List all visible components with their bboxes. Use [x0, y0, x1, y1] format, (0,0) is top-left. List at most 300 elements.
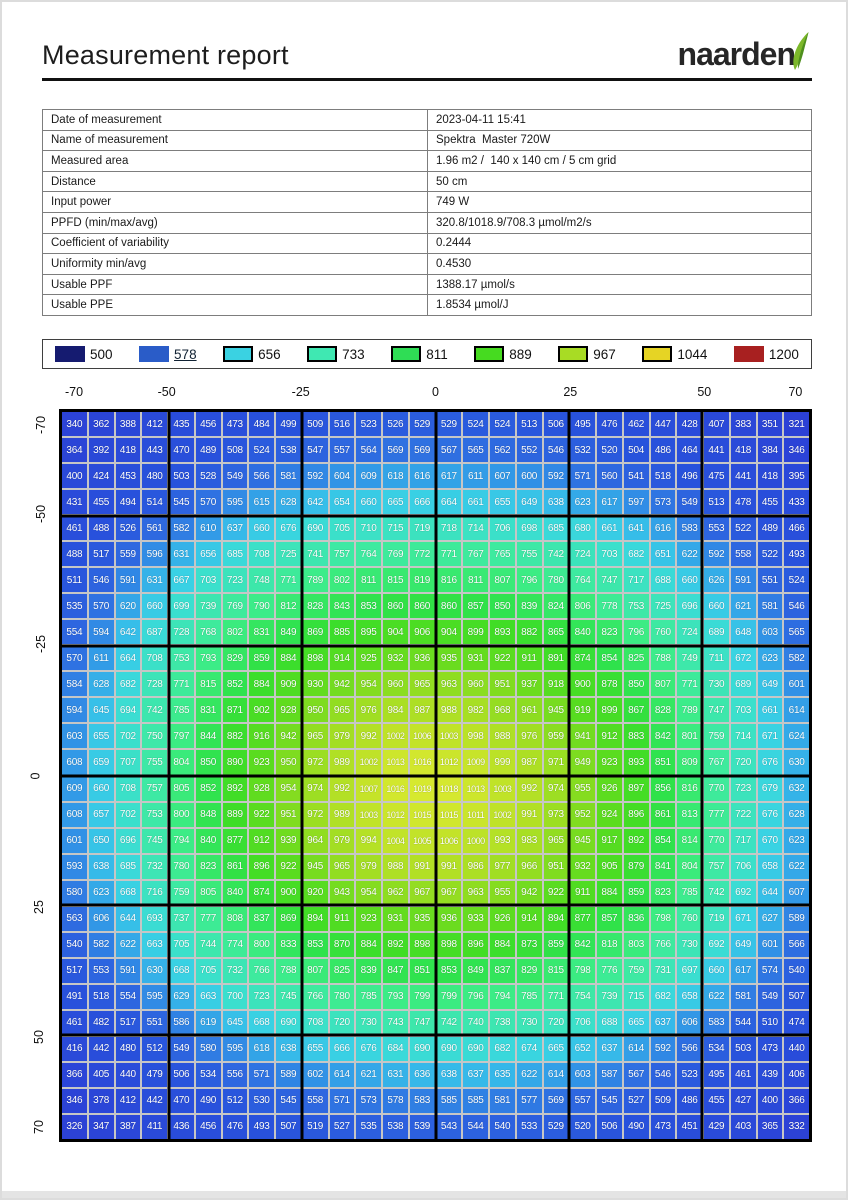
heatmap-cell: 703	[196, 568, 221, 592]
heatmap-cell: 722	[731, 803, 756, 827]
heatmap-cell: 796	[517, 568, 542, 592]
heatmap-cell: 553	[89, 959, 114, 983]
heatmap-cell: 689	[704, 620, 729, 644]
heatmap-cell: 622	[517, 1063, 542, 1087]
heatmap-cell: 741	[303, 542, 328, 566]
heatmap-cell: 703	[597, 542, 622, 566]
heatmap-cell: 513	[517, 412, 542, 436]
heatmap-cell: 926	[490, 907, 515, 931]
heatmap-cell: 731	[651, 959, 676, 983]
heatmap-cell: 631	[142, 568, 167, 592]
heatmap-cell: 916	[249, 724, 274, 748]
heatmap-cell: 719	[410, 516, 435, 540]
heatmap-cell: 896	[463, 933, 488, 957]
heatmap-cell: 617	[597, 490, 622, 514]
heatmap-cell: 668	[116, 881, 141, 905]
heatmap-cell: 593	[62, 855, 87, 879]
heatmap-cell: 623	[570, 490, 595, 514]
heatmap-cell: 614	[784, 698, 809, 722]
heatmap-cell: 861	[651, 803, 676, 827]
heatmap-cell: 760	[677, 907, 702, 931]
heatmap-cell: 685	[116, 855, 141, 879]
heatmap-cell: 811	[463, 568, 488, 592]
heatmap-cell: 732	[142, 855, 167, 879]
heatmap-cell: 777	[196, 907, 221, 931]
heatmap-cell: 522	[758, 542, 783, 566]
heatmap-cell: 490	[196, 1089, 221, 1113]
heatmap-cell: 747	[704, 698, 729, 722]
heatmap-cell: 705	[330, 516, 355, 540]
heatmap-cell: 541	[624, 464, 649, 488]
heatmap-cell: 1015	[410, 803, 435, 827]
table-row	[43, 192, 812, 213]
heatmap-cell: 456	[196, 1115, 221, 1139]
heatmap-cell: 743	[383, 1011, 408, 1035]
table-row	[43, 130, 812, 151]
heatmap-cell: 512	[223, 1089, 248, 1113]
legend-value: 1200	[768, 346, 799, 362]
heatmap-cell: 760	[651, 620, 676, 644]
heatmap-cell: 529	[410, 412, 435, 436]
heatmap-cell: 896	[249, 855, 274, 879]
heatmap-cell: 682	[116, 672, 141, 696]
legend-item	[474, 346, 532, 362]
heatmap-cell: 661	[597, 516, 622, 540]
heatmap-cell: 796	[463, 985, 488, 1009]
heatmap-cell: 395	[784, 464, 809, 488]
heatmap-cell: 788	[276, 959, 301, 983]
heatmap-cell: 549	[223, 464, 248, 488]
heatmap-cell: 616	[410, 464, 435, 488]
heatmap-cell: 744	[196, 933, 221, 957]
heatmap-cell: 567	[624, 1063, 649, 1087]
heatmap-cell: 998	[463, 724, 488, 748]
heatmap-cell: 340	[62, 412, 87, 436]
heatmap-cell: 823	[597, 620, 622, 644]
heatmap-cell: 493	[249, 1115, 274, 1139]
heatmap-cell: 831	[249, 620, 274, 644]
heatmap-cell: 589	[276, 1063, 301, 1087]
heatmap-cell: 749	[677, 646, 702, 670]
heatmap-cell: 922	[249, 803, 274, 827]
heatmap-cell: 943	[330, 881, 355, 905]
heatmap-cell: 663	[196, 985, 221, 1009]
heatmap-cell: 904	[383, 620, 408, 644]
heatmap-cell: 867	[624, 698, 649, 722]
heatmap-cell: 476	[597, 412, 622, 436]
heatmap-cell: 514	[142, 490, 167, 514]
heatmap-cell: 534	[196, 1063, 221, 1087]
heatmap-cell: 894	[544, 907, 569, 931]
heatmap-cell: 577	[517, 1089, 542, 1113]
heatmap-cell: 503	[731, 1037, 756, 1061]
heatmap-cell: 740	[463, 1011, 488, 1035]
heatmap-cell: 724	[570, 542, 595, 566]
heatmap-cell: 764	[570, 568, 595, 592]
heatmap-cell: 873	[517, 933, 542, 957]
legend-value: 811	[426, 346, 448, 362]
heatmap-cell: 601	[784, 672, 809, 696]
heatmap-cell: 549	[758, 985, 783, 1009]
heatmap-cell: 965	[410, 672, 435, 696]
heatmap-cell: 632	[784, 777, 809, 801]
heatmap-cell: 703	[731, 698, 756, 722]
heatmap-cell: 433	[784, 490, 809, 514]
heatmap-cell: 543	[437, 1115, 462, 1139]
heatmap-cell: 720	[330, 1011, 355, 1035]
heatmap-cell: 931	[463, 646, 488, 670]
heatmap-cell: 945	[544, 698, 569, 722]
heatmap-cell: 676	[276, 516, 301, 540]
heatmap-cell: 1006	[410, 724, 435, 748]
heatmap-cell: 992	[517, 777, 542, 801]
heatmap-cell: 861	[223, 855, 248, 879]
heatmap-cell: 560	[597, 464, 622, 488]
table-value: 0.4530	[428, 254, 812, 275]
heatmap-cell: 809	[677, 750, 702, 774]
y-axis-tick: 0	[28, 772, 43, 779]
heatmap-cell: 596	[142, 542, 167, 566]
heatmap-cell: 592	[704, 542, 729, 566]
heatmap-cell: 914	[330, 646, 355, 670]
legend-value: 967	[593, 346, 616, 362]
heatmap-cell: 366	[62, 1063, 87, 1087]
heatmap-cell: 507	[276, 1115, 301, 1139]
heatmap-cell: 595	[223, 490, 248, 514]
heatmap-cell: 351	[758, 412, 783, 436]
heatmap-cell: 533	[517, 1115, 542, 1139]
heatmap-cell: 892	[223, 777, 248, 801]
heatmap-cell: 591	[116, 959, 141, 983]
heatmap-cell: 617	[437, 464, 462, 488]
heatmap-cell: 699	[169, 594, 194, 618]
heatmap-cell: 384	[758, 438, 783, 462]
y-axis-tick: 25	[31, 899, 46, 914]
legend-value: 656	[258, 346, 281, 362]
heatmap-cell: 621	[356, 1063, 381, 1087]
heatmap-cell: 570	[196, 490, 221, 514]
heatmap-cell: 559	[116, 542, 141, 566]
heatmap-cell: 912	[597, 724, 622, 748]
heatmap-cell: 941	[570, 724, 595, 748]
heatmap-cell: 869	[276, 907, 301, 931]
heatmap-cell: 524	[463, 412, 488, 436]
heatmap-cell: 636	[410, 1063, 435, 1087]
y-axis-tick: -25	[34, 635, 49, 654]
table-label: PPFD (min/max/avg)	[43, 212, 428, 233]
heatmap-cell: 563	[62, 907, 87, 931]
heatmap-cell: 440	[784, 1037, 809, 1061]
heatmap-cell: 770	[704, 829, 729, 853]
heatmap-cell: 523	[677, 1063, 702, 1087]
heatmap-cell: 816	[677, 777, 702, 801]
heatmap-cell: 569	[410, 438, 435, 462]
heatmap-cell: 321	[784, 412, 809, 436]
legend-item	[223, 346, 281, 362]
heatmap-cell: 455	[758, 490, 783, 514]
heatmap-cell: 510	[758, 1011, 783, 1035]
heatmap-cell: 462	[624, 412, 649, 436]
table-value: 50 cm	[428, 171, 812, 192]
heatmap-cell: 837	[249, 907, 274, 931]
heatmap-cell: 664	[437, 490, 462, 514]
heatmap-cell: 968	[490, 698, 515, 722]
heatmap-cell: 644	[116, 907, 141, 931]
heatmap-cell: 540	[784, 959, 809, 983]
heatmap-cell: 546	[784, 594, 809, 618]
heatmap-cell: 825	[624, 646, 649, 670]
heatmap-section-vline	[701, 412, 704, 1139]
heatmap-section-hline	[62, 1034, 809, 1037]
heatmap-cell: 581	[731, 985, 756, 1009]
heatmap-cell: 955	[490, 881, 515, 905]
heatmap-cell: 664	[116, 646, 141, 670]
heatmap-cell: 939	[276, 829, 301, 853]
heatmap-cell: 637	[651, 1011, 676, 1035]
heatmap-cell: 546	[651, 1063, 676, 1087]
heatmap-cell: 924	[597, 803, 622, 827]
heatmap-cell: 569	[544, 1089, 569, 1113]
heatmap-cell: 912	[249, 829, 274, 853]
heatmap-cell: 442	[142, 1089, 167, 1113]
heatmap-cell: 611	[463, 464, 488, 488]
heatmap-cell: 955	[570, 777, 595, 801]
heatmap-cell: 717	[624, 568, 649, 592]
heatmap-cell: 766	[249, 959, 274, 983]
heatmap-cell: 800	[169, 803, 194, 827]
heatmap-cell: 614	[330, 1063, 355, 1087]
heatmap-cell: 900	[276, 881, 301, 905]
x-axis-tick: -50	[157, 385, 176, 399]
heatmap-cell: 954	[276, 777, 301, 801]
heatmap-cell: 851	[651, 750, 676, 774]
heatmap-cell: 849	[463, 959, 488, 983]
heatmap-cell: 631	[169, 542, 194, 566]
heatmap-cell: 950	[303, 698, 328, 722]
ppfd-legend	[42, 339, 812, 369]
heatmap-cell: 742	[704, 881, 729, 905]
heatmap-cell: 724	[677, 620, 702, 644]
heatmap-cell: 574	[758, 959, 783, 983]
heatmap-cell: 771	[169, 672, 194, 696]
heatmap-cell: 853	[303, 933, 328, 957]
heatmap-cell: 475	[704, 464, 729, 488]
heatmap-section-hline	[62, 904, 809, 907]
heatmap-cell: 848	[196, 803, 221, 827]
legend-swatch-icon	[474, 346, 504, 362]
heatmap-cell: 638	[276, 1037, 301, 1061]
heatmap-cell: 591	[116, 568, 141, 592]
heatmap-cell: 629	[169, 985, 194, 1009]
heatmap-cell: 684	[383, 1037, 408, 1061]
heatmap-cell: 989	[330, 750, 355, 774]
heatmap-cell: 623	[89, 881, 114, 905]
heatmap-cell: 649	[517, 490, 542, 514]
heatmap-cell: 561	[142, 516, 167, 540]
heatmap-cell: 790	[249, 594, 274, 618]
table-value: 749 W	[428, 192, 812, 213]
heatmap-cell: 580	[62, 881, 87, 905]
heatmap-cell: 383	[731, 412, 756, 436]
heatmap-cell: 993	[490, 829, 515, 853]
heatmap-cell: 660	[704, 959, 729, 983]
heatmap-cell: 535	[62, 594, 87, 618]
heatmap-cell: 614	[544, 1063, 569, 1087]
heatmap-cell: 747	[597, 568, 622, 592]
heatmap-cell: 585	[437, 1089, 462, 1113]
heatmap-cell: 503	[169, 464, 194, 488]
heatmap-cell: 874	[570, 646, 595, 670]
heatmap-cell: 608	[62, 803, 87, 827]
heatmap-cell: 688	[651, 568, 676, 592]
heatmap-cell: 804	[169, 750, 194, 774]
heatmap-cell: 739	[597, 985, 622, 1009]
heatmap-cell: 671	[758, 724, 783, 748]
heatmap-cell: 494	[116, 490, 141, 514]
heatmap-cell: 753	[624, 594, 649, 618]
heatmap-cell: 840	[570, 620, 595, 644]
heatmap-cell: 610	[196, 516, 221, 540]
heatmap-cell: 828	[651, 698, 676, 722]
heatmap-cell: 965	[303, 724, 328, 748]
heatmap-cell: 785	[517, 985, 542, 1009]
heatmap-cell: 1005	[410, 829, 435, 853]
heatmap-cell: 748	[249, 568, 274, 592]
table-label: Distance	[43, 171, 428, 192]
legend-item	[642, 346, 707, 362]
heatmap-cell: 976	[356, 698, 381, 722]
heatmap-cell: 899	[463, 620, 488, 644]
heatmap-cell: 618	[249, 1037, 274, 1061]
heatmap-cell: 473	[758, 1037, 783, 1061]
heatmap-cell: 439	[758, 1063, 783, 1087]
heatmap-cell: 424	[89, 464, 114, 488]
heatmap-cell: 484	[249, 412, 274, 436]
heatmap-cell: 566	[784, 933, 809, 957]
heatmap-cell: 524	[249, 438, 274, 462]
heatmap-cell: 1002	[383, 724, 408, 748]
heatmap-cell: 960	[463, 672, 488, 696]
heatmap-cell: 815	[196, 672, 221, 696]
heatmap-x-axis	[59, 385, 812, 403]
heatmap-cell: 651	[651, 542, 676, 566]
heatmap-cell: 628	[276, 490, 301, 514]
heatmap-cell: 518	[651, 464, 676, 488]
heatmap-cell: 545	[597, 1089, 622, 1113]
heatmap-cell: 540	[490, 1115, 515, 1139]
heatmap-cell: 511	[62, 568, 87, 592]
heatmap-cell: 649	[758, 672, 783, 696]
legend-swatch-icon	[558, 346, 588, 362]
table-value: Spektra Master 720W	[428, 130, 812, 151]
heatmap-cell: 883	[624, 724, 649, 748]
heatmap-cell: 797	[169, 724, 194, 748]
heatmap-cell: 490	[624, 1115, 649, 1139]
heatmap-cell: 1000	[463, 829, 488, 853]
heatmap-cell: 757	[704, 855, 729, 879]
legend-value[interactable]: 578	[174, 346, 197, 362]
heatmap-cell: 655	[490, 490, 515, 514]
legend-value: 889	[509, 346, 532, 362]
heatmap-cell: 655	[303, 1037, 328, 1061]
heatmap-cell: 992	[356, 724, 381, 748]
heatmap-cell: 480	[142, 464, 167, 488]
heatmap-cell: 489	[196, 438, 221, 462]
heatmap-cell: 843	[330, 594, 355, 618]
heatmap-cell: 506	[544, 412, 569, 436]
heatmap-cell: 919	[570, 698, 595, 722]
heatmap-cell: 1006	[437, 829, 462, 853]
heatmap-cell: 614	[624, 1037, 649, 1061]
heatmap-cell: 685	[223, 542, 248, 566]
heatmap-cell: 706	[570, 1011, 595, 1035]
heatmap-cell: 767	[704, 750, 729, 774]
heatmap-cell: 890	[223, 750, 248, 774]
heatmap-cell: 923	[356, 907, 381, 931]
heatmap-section-hline	[62, 774, 809, 777]
heatmap-cell: 840	[196, 829, 221, 853]
heatmap-cell: 851	[410, 959, 435, 983]
heatmap-cell: 928	[249, 777, 274, 801]
heatmap-cell: 690	[437, 1037, 462, 1061]
heatmap-cell: 618	[383, 464, 408, 488]
heatmap-cell: 557	[570, 1089, 595, 1113]
heatmap-y-axis	[28, 409, 50, 1142]
heatmap-cell: 836	[624, 907, 649, 931]
legend-item	[55, 346, 113, 362]
heatmap-cell: 992	[330, 777, 355, 801]
heatmap-cell: 689	[731, 672, 756, 696]
heatmap-cell: 819	[410, 568, 435, 592]
heatmap-cell: 527	[624, 1089, 649, 1113]
heatmap-cell: 878	[597, 672, 622, 696]
heatmap-cell: 742	[437, 1011, 462, 1035]
heatmap-cell: 578	[383, 1089, 408, 1113]
heatmap-cell: 909	[276, 672, 301, 696]
table-label: Usable PPF	[43, 274, 428, 295]
heatmap-cell: 842	[570, 933, 595, 957]
heatmap-cell: 802	[330, 568, 355, 592]
heatmap-cell: 491	[62, 985, 87, 1009]
heatmap-cell: 429	[704, 1115, 729, 1139]
heatmap-cell: 849	[276, 620, 301, 644]
table-label: Date of measurement	[43, 110, 428, 131]
heatmap-cell: 935	[437, 646, 462, 670]
heatmap-cell: 951	[490, 672, 515, 696]
heatmap-cell: 411	[142, 1115, 167, 1139]
heatmap-cell: 607	[490, 464, 515, 488]
heatmap-cell: 663	[142, 933, 167, 957]
table-row	[43, 212, 812, 233]
heatmap-cell: 884	[276, 646, 301, 670]
heatmap-cell: 988	[383, 855, 408, 879]
heatmap-cell: 829	[223, 646, 248, 670]
heatmap-cell: 687	[142, 620, 167, 644]
heatmap-cell: 529	[544, 1115, 569, 1139]
heatmap-cell: 562	[490, 438, 515, 462]
heatmap-cell: 594	[89, 620, 114, 644]
legend-swatch-icon	[642, 346, 672, 362]
heatmap-cell: 1003	[356, 803, 381, 827]
heatmap-cell: 865	[544, 620, 569, 644]
heatmap-cell: 967	[437, 881, 462, 905]
legend-item	[558, 346, 616, 362]
heatmap-cell: 642	[116, 620, 141, 644]
heatmap-cell: 964	[303, 829, 328, 853]
heatmap-cell: 871	[223, 698, 248, 722]
heatmap-cell: 885	[330, 620, 355, 644]
heatmap-cell: 365	[758, 1115, 783, 1139]
